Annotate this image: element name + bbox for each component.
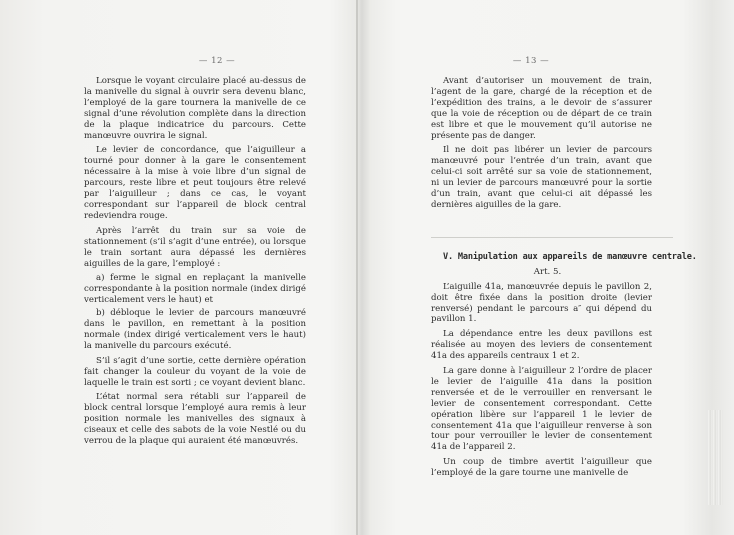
section-divider [431,237,673,238]
left-page [0,0,356,535]
section-heading: V. Manipulation aux appareils de manœuvre centrale. [443,251,697,262]
paragraph: Après l’arrêt du train sur sa voie de stationnement (s’il s’agit d’une entrée), ou lorsque le train sortant aura dépassé les dernières aiguilles de la gare, l’employé : [84,225,306,269]
paragraph: S’il s’agit d’une sortie, cette dernière opération fait changer la couleur du voyant de la voie de laquelle le train est sorti ; ce voyant devient blanc. [84,355,306,388]
page-number-right: — 13 — [512,56,550,66]
article-number: Art. 5. [533,266,562,277]
paragraph: b) débloque le levier de parcours manœuvré dans le pavillon, en remettant à la position normale (index dirigé verticalement vers le haut) la manivelle du parcours exécuté. [84,308,306,351]
paragraph: Lorsque le voyant circulaire placé au-dessus de la manivelle du signal à ouvrir sera devenu blanc, l’employé de la gare tournera la manivelle de ce signal d’une révolution complète dans la direction de la plaque indicatrice du parcours. Cette manœuvre ouvrira le signal. [84,76,306,141]
paragraph: Un coup de timbre avertit l’aiguilleur que l’employé de la gare tourne une manivelle de [431,457,652,479]
right-page-body [431,76,697,483]
paragraph: La gare donne à l’aiguilleur 2 l’ordre de placer le levier de l’aiguille 41a dans la position renversée et de le verrouiller en renversant le levier de consentement correspondant. Cette opération libère sur l’appareil 1 le levier de consentement 41a que l’aiguilleur renverse à son tour pour verrouiller le levier de consentement 41a de l’appareil 2. [431,366,652,453]
paragraph: Avant d’autoriser un mouvement de train, l’agent de la gare, chargé de la réception et de l’expédition des trains, a le devoir de s’assurer que la voie de réception ou de départ de ce train est libre et que le mouvement qu’il autorise ne présente pas de danger. [431,76,652,141]
page-number-left: — 12 — [198,56,236,66]
left-page-body [84,76,306,451]
paragraph: L’état normal sera rétabli sur l’appareil de block central lorsque l’employé aura remis à leur position normale les manivelles des signaux à ciseaux et celle des sabots de la voie Nestlé ou du verrou de la plaque qui auraient été manœuvrés. [84,392,306,447]
paragraph: Il ne doit pas libérer un levier de parcours manœuvré pour l’entrée d’un train, avant que celui-ci soit arrêté sur sa voie de stationnement, ni un levier de parcours manœuvré pour la sortie d’un train, avant que celui-ci ait dépassé les dernières aiguilles de la gare. [431,145,652,210]
paragraph: La dépendance entre les deux pavillons est réalisée au moyen des leviers de consentement 41a des appareils centraux 1 et 2. [431,329,652,362]
paragraph: a) ferme le signal en replaçant la manivelle correspondante à la position normale (index dirigé verticalement vers le haut) et [84,273,306,306]
right-page [358,0,734,535]
page-edge-shadow [707,410,723,505]
paragraph: Le levier de concordance, que l’aiguilleur a tourné pour donner à la gare le consentement nécessaire à la mise à voie libre d’un signal de parcours, reste libre et peut toujours être relevé par l’aiguilleur ; dans ce cas, le voyant correspondant sur l’appareil de block central redeviendra rouge. [84,145,306,221]
paragraph: L’aiguille 41a, manœuvrée depuis le pavillon 2, doit être fixée dans la position droite (levier renversé) pendant le parcours a″ qui dépend du pavillon 1. [431,281,652,325]
